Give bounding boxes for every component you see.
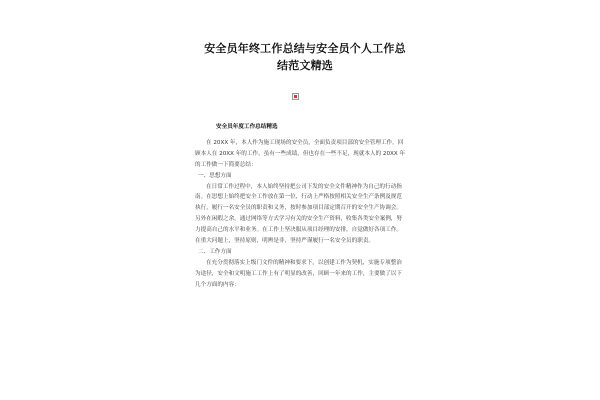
document-body [195, 120, 407, 291]
broken-image-icon [292, 93, 299, 100]
section-title-work: 二、工作方面 [198, 248, 232, 255]
document-title: 安全员年终工作总结与安全员个人工作总结范文精选 [204, 42, 406, 72]
paragraph-thought: 在日常工作过程中，本人始终坚持把公司下发的安全文件精神作为自己的行动指南。在思想上始终把安全工作放在第一位，行动上严格按照相关安全生产条例及规范执行，履行一名安全员的职责和义务，按时参加项目部定期召开的安全生产协调会。另外在闲暇之余，通过网络等方式学习有关的安全生产资料，收集各类安全案例，努力提高自己的水平和业务。在工作上坚决服从项目经理的安排，自觉做好各项工作。在重大问题上，坚持原则，明辨是非，坚持严谨履行一名安全员的职责。 [195, 183, 402, 245]
section-title-thought: 一、思想方面 [198, 172, 232, 179]
paragraph-work: 在充分贯彻落实上级门文件的精神和要求下，以创建工作为契机，实施专项整治为途径，安全和文明施工工作上有了明显的改善，回顾一年来的工作，主要做了以下几个方面的内容： [195, 259, 402, 288]
section-heading: 安全员年度工作总结精选 [216, 124, 278, 130]
paragraph-intro: 在 20XX 年，本人作为施工现场的安全员，全面负责项目部的安全管理工作，回顾本人在 20XX 年的工作，虽有一些成绩，但也存在一些不足，现就本人的 20XX 年的工作做一下简要总结： [195, 139, 406, 168]
